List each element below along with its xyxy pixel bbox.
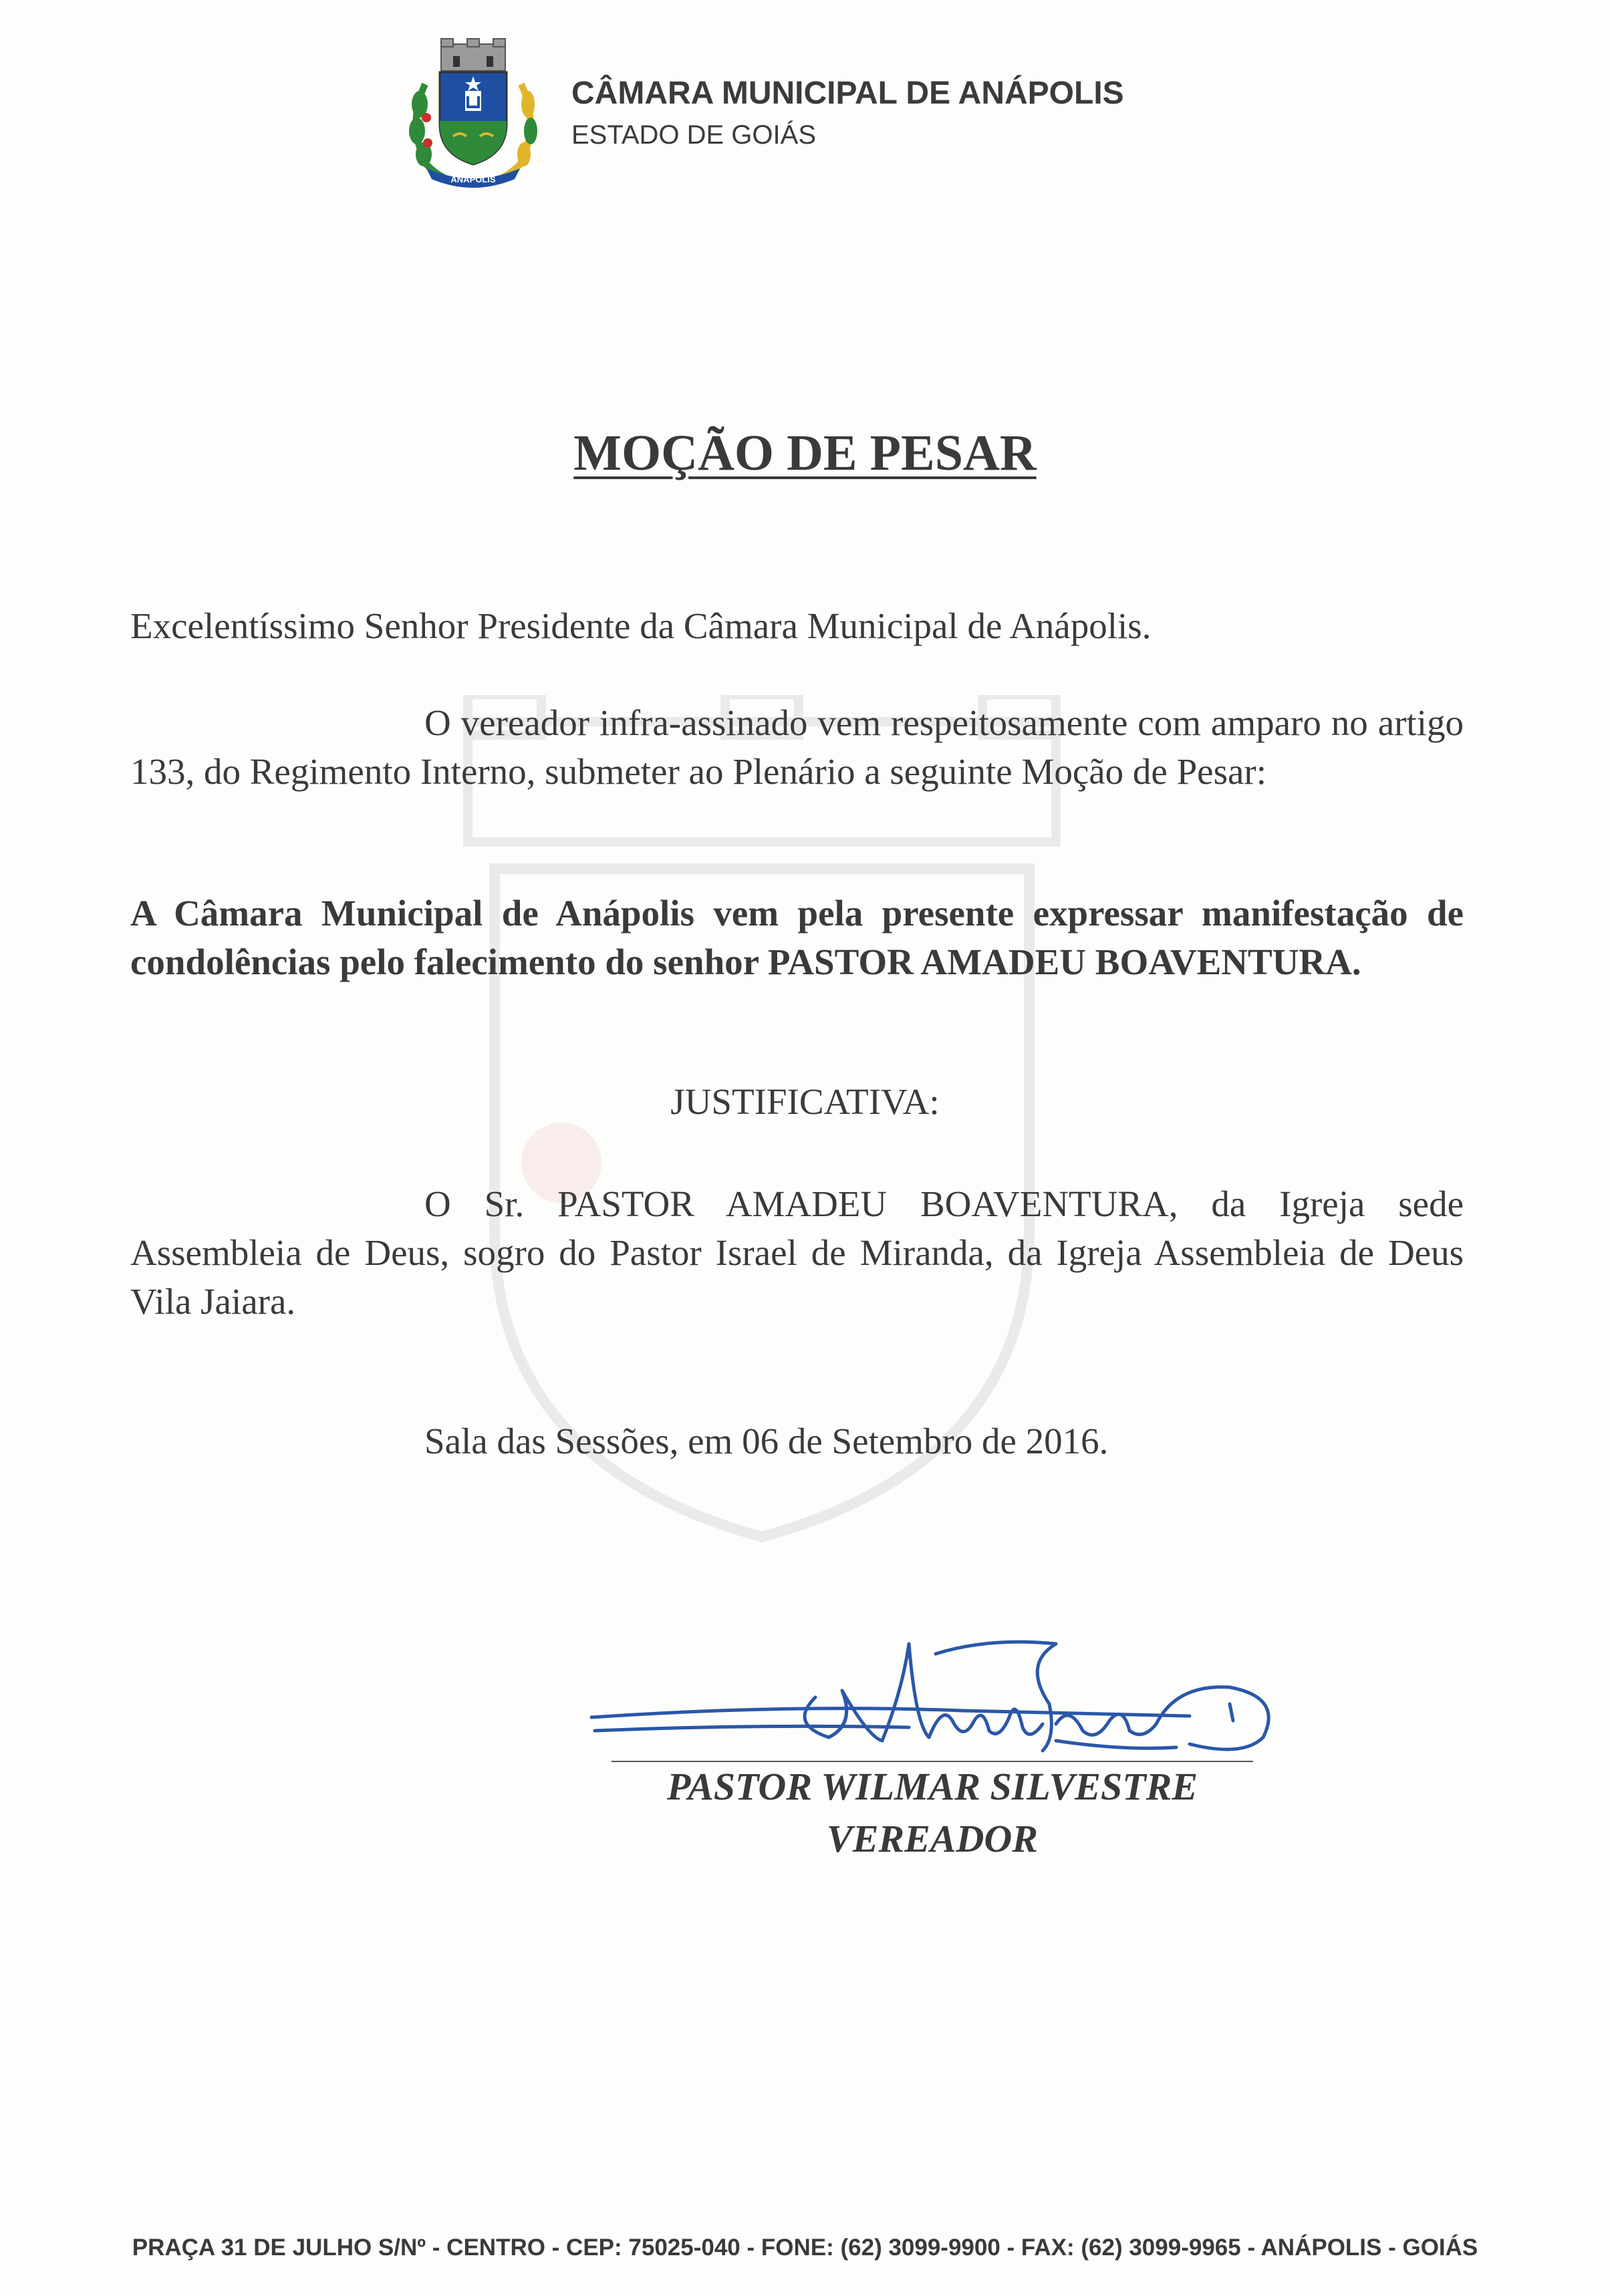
crest-ribbon-text: ANÁPOLIS [450,174,496,184]
intro-paragraph: O vereador infra-assinado vem respeitosamente com amparo no artigo 133, do Regimento Interno, submeter ao Plenário a seguinte Moção de Pesar: [130,702,1464,792]
coat-of-arms-logo [400,37,547,191]
document-title: MOÇÃO DE PESAR [573,425,1037,481]
organization-name: CÂMARA MUNICIPAL DE ANÁPOLIS [571,76,1124,111]
salutation: Excelentíssimo Senhor Presidente da Câmara Municipal de Anápolis. [130,605,1152,646]
motion-paragraph: A Câmara Municipal de Anápolis vem pela presente expressar manifestação de condolências pelo falecimento do senhor PASTOR AMADEU BOAVENTURA. [130,893,1464,982]
signer-role: VEREADOR [827,1817,1038,1860]
handwritten-signature [588,1624,1350,1791]
organization-state: ESTADO DE GOIÁS [571,120,816,150]
justification-paragraph: O Sr. PASTOR AMADEU BOAVENTURA, da Igreja sede Assembleia de Deus, sogro do Pastor Israel de Miranda, da Igreja Assembleia de Deus Vila Jaiara. [130,1183,1464,1322]
place-and-date: Sala das Sessões, em 06 de Setembro de 2016. [424,1421,1109,1461]
footer-address: PRAÇA 31 DE JULHO S/Nº - CENTRO - CEP: 75025-040 - FONE: (62) 3099-9900 - FAX: (62) 3099-9965 - ANÁPOLIS - GOIÁS [132,2235,1478,2261]
justification-heading: JUSTIFICATIVA: [670,1081,940,1122]
signer-name: PASTOR WILMAR SILVESTRE [666,1765,1198,1808]
